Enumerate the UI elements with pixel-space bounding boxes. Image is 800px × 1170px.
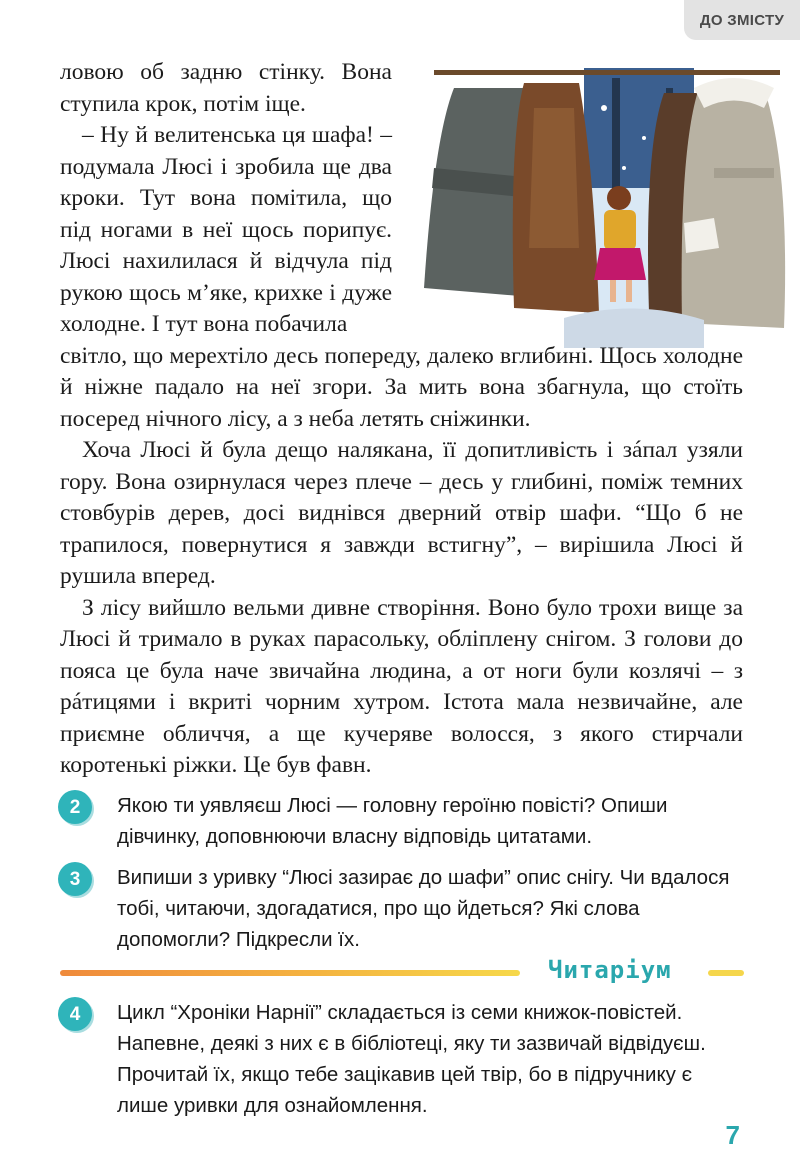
divider-stripe-right xyxy=(708,970,744,976)
story-paragraph: З лісу вийшло вельми дивне створіння. Воно було трохи вище за Люсі й тримало в руках парасольку, обліплену снігом. З голови до пояса це була наче звичайна людина, а от ноги були козлячі – з рáтицями і вкриті чорним хутром. Істота мала незвичайне, але приємне обличчя, а ще кучеряве волосся, з якого стирчали коротенькі ріжки. Це був фавн. xyxy=(60,594,743,778)
question-number-badge: 2 xyxy=(58,790,92,824)
story-paragraph: – Ну й велитенська ця шафа! – подумала Люсі і зробила ще два кроки. Тут вона помітила, що під ногами в неї щось порипує. Люсі нахилилася й відчула під рукою щось м’яке, крихке і дуже холодне. І тут вона побачила xyxy=(60,122,392,337)
question-number-badge: 3 xyxy=(58,862,92,896)
question-3 xyxy=(58,862,748,955)
story-paragraph: Хоча Люсі й була дещо налякана, її допитливість і зáпал узяли гору. Вона озирнулася через плече – десь у глибині, поміж темних стовбурів дерев, досі виднівся дверний отвір шафи. “Що б не трапилося, повернутися я завжди встигну”, – вирішила Люсі й рушила вперед. xyxy=(60,437,743,589)
divider-stripe-left xyxy=(60,970,520,976)
to-contents-button[interactable]: ДО ЗМІСТУ xyxy=(684,0,800,40)
question-2 xyxy=(58,790,748,852)
story-text xyxy=(60,57,743,782)
question-text: Випиши з уривку “Люсі зазирає до шафи” опис снігу. Чи вдалося тобі, читаючи, здогадатися, про що йдеться? Які слова допомогли? Підкресли їх. xyxy=(117,866,730,951)
question-4 xyxy=(58,997,748,1121)
page-number: 7 xyxy=(725,1120,740,1150)
question-text: Якою ти уявляєш Люсі — головну героїню повісті? Опиши дівчинку, доповнюючи власну відповідь цитатами. xyxy=(117,794,668,848)
question-text: Цикл “Хроніки Нарнії” складається із семи книжок-повістей. Напевне, деякі з них є в бібліотеці, яку ти зазвичай відвідуєш. Прочитай їх, якщо тебе зацікавив цей твір, бо в підручнику є лише уривки для ознайомлення. xyxy=(117,1001,706,1117)
section-title: Читаріум xyxy=(548,956,672,984)
story-paragraph: світло, що мерехтіло десь попереду, далеко вглибині. Щось холодне й ніжне падало на неї згори. За мить вона збагнула, що стоїть посеред нічного лісу, а з неба летять сніжинки. xyxy=(60,342,743,432)
section-divider xyxy=(60,956,750,990)
question-number-badge: 4 xyxy=(58,997,92,1031)
story-paragraph: ловою об задню стінку. Вона ступила крок, потім іще. xyxy=(60,59,392,117)
